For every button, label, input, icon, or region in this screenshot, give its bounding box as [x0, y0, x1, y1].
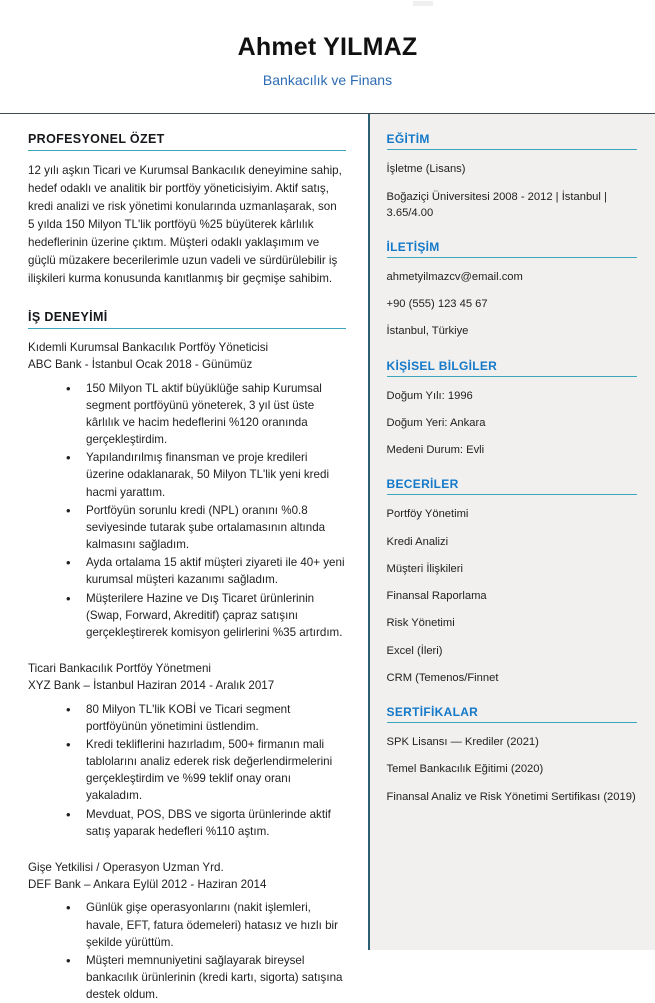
list-item: • Mevduat, POS, DBS ve sigorta ürünlerinde aktif satış yaparak hedefleri %110 aştım.: [66, 806, 346, 840]
job-title: Kıdemli Kurumsal Bankacılık Portföy Yöneticisi: [28, 341, 269, 355]
page-title: Ahmet YILMAZ: [237, 33, 418, 61]
list-item: • Müşteri memnuniyetini sağlayarak bireysel bankacılık ürünlerinin (kredi kartı, sigorta) satışına destek oldum.: [66, 952, 346, 1003]
sidebar-column: [370, 114, 655, 950]
job-title: Gişe Yetkilisi / Operasyon Uzman Yrd.: [28, 860, 224, 874]
section-title-experience: İŞ DENEYİMİ: [28, 310, 346, 329]
section-title-summary: PROFESYONEL ÖZET: [28, 132, 346, 151]
list-item: • Yapılandırılmış finansman ve proje kredileri üzerine odaklanarak, 50 Milyon TL'lik yeni kredi hacmi yarattım.: [66, 449, 346, 500]
job-meta: XYZ Bank – İstanbul Haziran 2014 - Aralık 2017: [28, 678, 275, 692]
list-item: Müşteri İlişkileri: [386, 562, 463, 575]
contact-location: İstanbul, Türkiye: [386, 325, 469, 338]
list-item: • 150 Milyon TL aktif büyüklüğe sahip Kurumsal segment portföyünü yöneterek, 3 yıl üst üste kârlılık ve hacim hedeflerini %120 oranında gerçekleştirdim.: [66, 380, 346, 449]
job-meta: ABC Bank - İstanbul Ocak 2018 - Günümüz: [28, 357, 253, 371]
job-bullets: [28, 899, 346, 1003]
education-school: Boğaziçi Üniversitesi 2008 - 2012 | İstanbul | 3.65/4.00: [386, 190, 607, 219]
section-summary: [28, 132, 346, 288]
contact-email[interactable]: ahmetyilmazcv@email.com: [386, 271, 523, 283]
experience-entry: [28, 340, 346, 641]
personal-marital-status: Medeni Durum: Evli: [386, 444, 485, 457]
personal-birth-place: Doğum Yeri: Ankara: [386, 416, 486, 429]
main-column: [0, 114, 368, 1002]
list-item: • Kredi tekliflerini hazırladım, 500+ firmanın mali tablolarını analiz ederek risk değerlendirmelerini gerçekleştirdim ve %99 teklif onay oranı yakaladım.: [66, 736, 346, 805]
section-title-education: EĞİTİM: [387, 132, 637, 150]
list-item: Portföy Yönetimi: [386, 508, 469, 521]
list-item: Finansal Analiz ve Risk Yönetimi Sertifikası (2019): [386, 790, 636, 803]
personal-birth-year: Doğum Yılı: 1996: [386, 389, 473, 402]
cv-header: [0, 0, 655, 104]
list-item: Excel (İleri): [386, 644, 443, 657]
section-education: [387, 132, 637, 221]
section-title-certificates: SERTİFİKALAR: [387, 705, 637, 723]
list-item: Temel Bankacılık Eğitimi (2020): [386, 763, 544, 776]
section-skills: [387, 477, 637, 686]
list-item: • Ayda ortalama 15 aktif müşteri ziyareti ile 40+ yeni kurumsal müşteri kazanımı sağladım.: [66, 554, 346, 588]
top-edge-artifact: [413, 1, 433, 6]
job-bullets: [28, 701, 346, 840]
cv-body: [0, 114, 655, 1002]
section-title-skills: BECERİLER: [387, 477, 637, 495]
list-item: • 80 Milyon TL'lik KOBİ ve Ticari segment portföyünün yönetimini üstlendim.: [66, 701, 346, 735]
section-experience: [28, 310, 346, 1003]
contact-phone[interactable]: +90 (555) 123 45 67: [386, 298, 488, 311]
list-item: Risk Yönetimi: [386, 617, 455, 630]
list-item: • Müşterilere Hazine ve Dış Ticaret ürünlerinin (Swap, Forward, Akreditif) çapraz satışını gerçekleştirerek komisyon gelirlerini %35 artırdım.: [66, 590, 346, 641]
list-item: • Portföyün sorunlu kredi (NPL) oranını %0.8 seviyesinde tutarak şube ortalamasının altında kalmasını sağladım.: [66, 502, 346, 553]
section-title-contact: İLETİŞİM: [387, 240, 637, 258]
cv-subtitle: Bankacılık ve Finans: [262, 71, 393, 88]
section-title-personal-info: KİŞİSEL BİLGİLER: [387, 359, 637, 377]
list-item: CRM (Temenos/Finnet: [386, 671, 499, 684]
section-personal-info: [387, 359, 637, 459]
job-title: Ticari Bankacılık Portföy Yönetmeni: [28, 662, 212, 676]
experience-entry: [28, 860, 346, 1003]
section-certificates: [387, 705, 637, 805]
list-item: Kredi Analizi: [386, 535, 449, 548]
education-degree: İşletme (Lisans): [386, 163, 466, 176]
job-bullets: [28, 380, 346, 641]
job-meta: DEF Bank – Ankara Eylül 2012 - Haziran 2014: [28, 877, 267, 891]
list-item: SPK Lisansı — Krediler (2021): [386, 736, 539, 749]
list-item: Finansal Raporlama: [386, 590, 487, 603]
list-item: • Günlük gişe operasyonlarını (nakit işlemleri, havale, EFT, fatura ödemeleri) hatasız ve hızlı bir şekilde yürüttüm.: [66, 899, 346, 950]
experience-entry: [28, 661, 346, 840]
summary-text: 12 yılı aşkın Ticari ve Kurumsal Bankacılık deneyimine sahip, hedef odaklı ve analitik bir portföy yöneticisiyim. Aktif satış, kredi analizi ve risk yönetimi konularında uzmanlaşarak, son 5 yılda 150 Milyon TL'lik portföyü %25 büyüterek kârlılık hedeflerinin üzerine çıktım. Müşteri odaklı yaklaşımım ve güçlü müzakere becerilerimle uzun vadeli ve sürdürülebilir iş ilişkileri kurma konusunda kanıtlanmış bir geçmişe sahibim.: [28, 164, 342, 286]
section-contact: [387, 240, 637, 340]
